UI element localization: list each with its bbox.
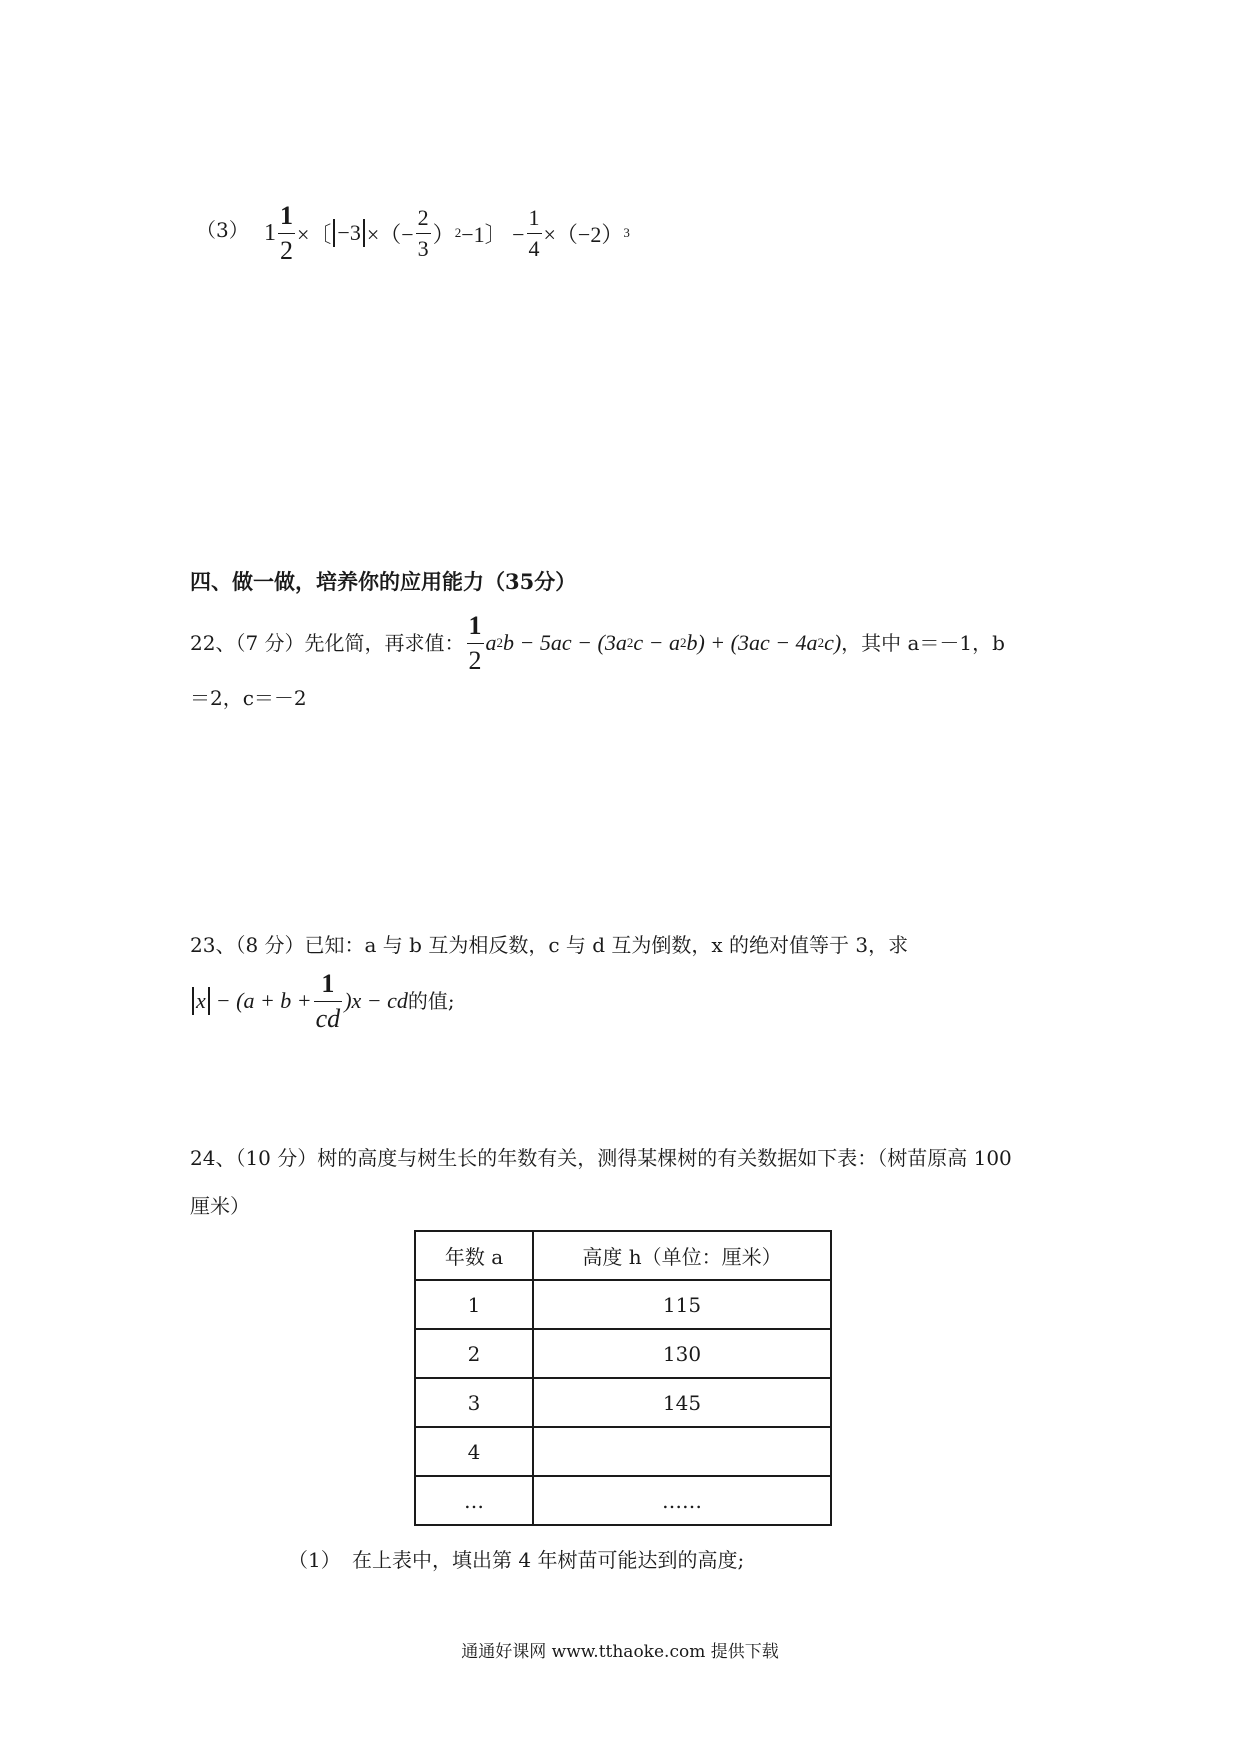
fraction-denominator: 3 [416, 233, 431, 262]
question-22-prefix: 22、（7 分）先化简，再求值： [190, 631, 465, 655]
problem-3-expression: 1 $\frac{1}{2}$ ×〔 −3 ×（− $\frac{2}{3}$ ） 2 −1〕 − $\frac{1}{4}$ ×（−2） 3 [264, 200, 630, 265]
abs-bar-left [192, 987, 194, 1015]
expr-text: ） [432, 221, 455, 247]
table-cell: 4 [415, 1427, 533, 1476]
expr-text: a [485, 630, 497, 655]
fraction-denominator: 4 [527, 233, 542, 262]
table-row [415, 1378, 831, 1427]
abs-value-inner: x [196, 988, 206, 1013]
table-header-cell: 高度 h（单位：厘米） [533, 1231, 831, 1280]
fraction-one-over-cd [314, 969, 343, 1034]
question-24-sub-1-text: 在上表中，填出第 4 年树苗可能达到的高度; [352, 1548, 745, 1572]
table-header-cell: 年数 a [415, 1231, 533, 1280]
fraction-numerator: 1 [468, 610, 482, 640]
fraction-numerator: 1 [280, 200, 293, 230]
fraction-one-half [278, 201, 295, 266]
fraction-numerator: 1 [321, 968, 335, 998]
fraction-one-half [467, 611, 484, 676]
fraction-numerator: 1 [528, 204, 540, 230]
question-24-line-1: 24、（10 分）树的高度与树生长的年数有关，测得某棵树的有关数据如下表：（树苗原高 100 [190, 1146, 1012, 1170]
fraction-denominator: 2 [467, 643, 484, 676]
question-23-expression [190, 966, 455, 1036]
tree-height-table [414, 1230, 832, 1526]
expr-text: ×（− [366, 221, 414, 247]
section-heading: 四、做一做，培养你的应用能力（35分） [190, 569, 577, 594]
table-cell: 1 [415, 1280, 533, 1329]
table-row [415, 1329, 831, 1378]
table-cell: …… [533, 1476, 831, 1525]
question-24-line-2: 厘米） [190, 1194, 250, 1218]
table-cell: … [415, 1476, 533, 1525]
table-row [415, 1476, 831, 1525]
expr-text: −1〕 − [461, 221, 525, 247]
expr-text: ×〔 [297, 221, 332, 247]
table-cell-blank [533, 1427, 831, 1476]
fraction-numerator: 2 [417, 204, 429, 230]
fraction-denominator: 2 [278, 233, 295, 266]
table-row [415, 1427, 831, 1476]
expr-text: ×（−2） [543, 221, 624, 247]
table-cell: 2 [415, 1329, 533, 1378]
question-23-line-1: 23、（8 分）已知：a 与 b 互为相反数，c 与 d 互为倒数，x 的绝对值等于 3，求 [190, 933, 909, 957]
expr-text: c) [824, 630, 842, 655]
table-row [415, 1280, 831, 1329]
page-footer: 通通好课网 www.tthaoke.com 提供下载 [461, 1642, 779, 1662]
fraction-one-quarter [527, 205, 542, 262]
abs-value-inner: −3 [337, 220, 361, 245]
table-header-row [415, 1231, 831, 1280]
abs-bar-left [333, 219, 335, 247]
table-cell: 130 [533, 1329, 831, 1378]
problem-3-label: （3） [196, 218, 249, 242]
abs-bar-right [363, 219, 365, 247]
question-22-suffix: ，其中 a＝－1，b [841, 631, 1005, 655]
mixed-number-whole: 1 [264, 219, 276, 246]
expr-text: − (a + b + [215, 988, 312, 1013]
table-cell: 115 [533, 1280, 831, 1329]
fraction-two-thirds [416, 205, 431, 262]
question-22 [190, 608, 1005, 678]
question-22-expression: $\frac{1}{2}$ a 2 b − 5ac − (3a 2 c − a 2 b) + (3ac − 4a 2 c) [468, 610, 842, 675]
expr-text: )x − cd [344, 988, 408, 1013]
expr-text: b − 5ac − (3a [503, 630, 627, 655]
question-24-sub-1-label: （1） [288, 1548, 341, 1572]
fraction-denominator: cd [314, 1001, 343, 1034]
table-cell: 3 [415, 1378, 533, 1427]
abs-bar-right [208, 987, 210, 1015]
expr-text: 的值; [407, 989, 455, 1013]
question-22-line-2: ＝2，c＝－2 [190, 686, 307, 710]
table-cell: 145 [533, 1378, 831, 1427]
expr-text: b) + (3ac − 4a [686, 630, 818, 655]
expr-text: c − a [633, 630, 680, 655]
